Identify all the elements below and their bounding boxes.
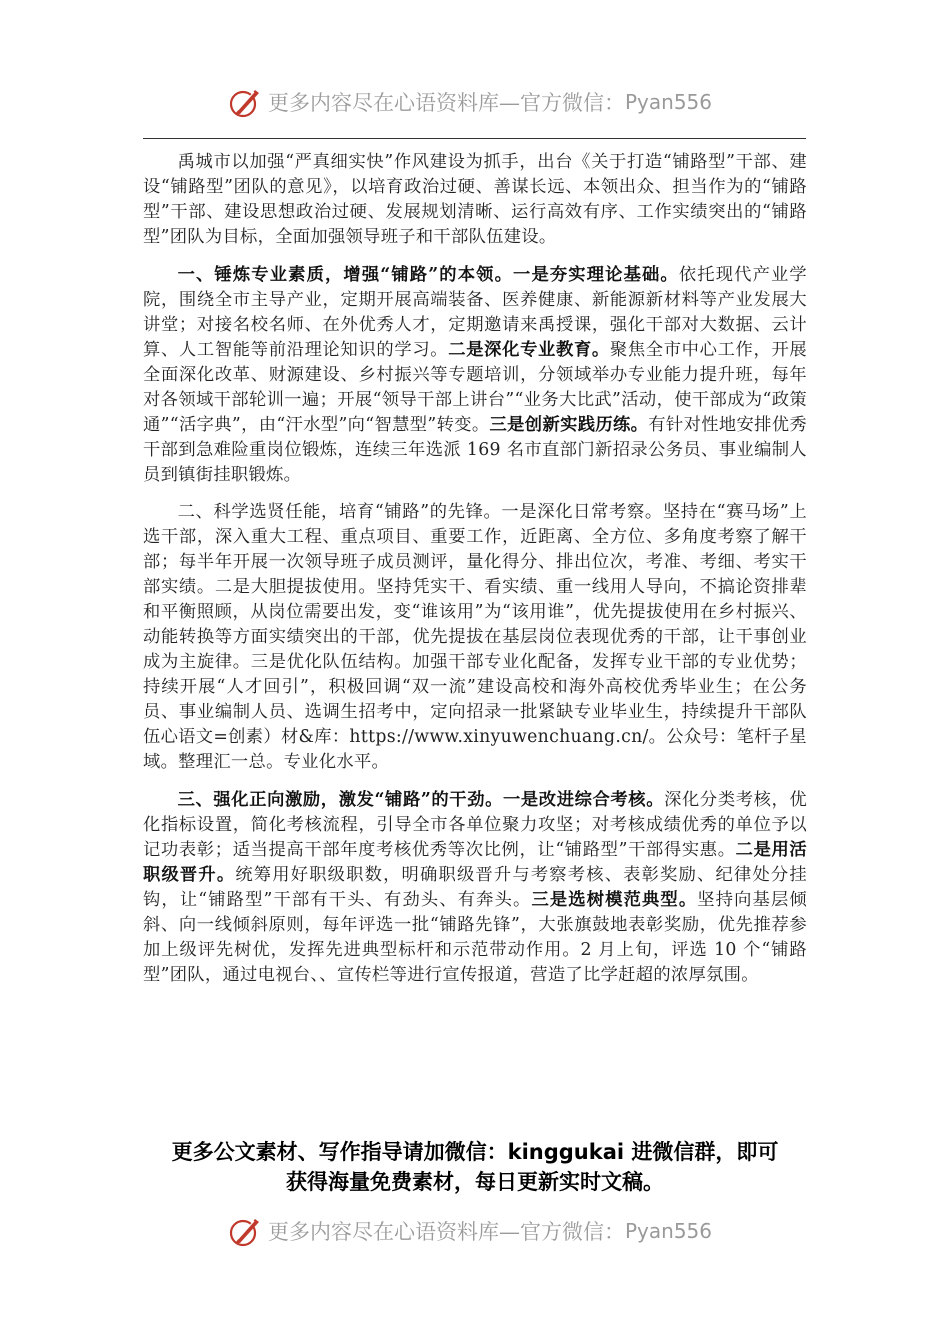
paragraph [143, 263, 807, 488]
paragraph [143, 788, 807, 988]
paragraph-text: 统筹用好职级职数，明确职级晋升与考察考核、表彰奖励、纪律处分挂钩，让“铺路型”干部有干头、有劲头、有奔头。 [143, 864, 807, 910]
paragraph-text: 深化分类考核，优化指标设置，简化考核流程，引导全市各单位聚力攻坚；对考核成绩优秀的单位予以记功表彰；适当提高干部年度考核优秀等次比例，让“铺路型”干部得实惠。 [143, 789, 808, 860]
paragraph-text: 禹城市以加强“严真细实快”作风建设为抓手，出台《关于打造“铺路型”干部、建设“铺路型”团队的意见》，以培育政治过硬、善谋长远、本领出众、担当作为的“铺路型”干部、建设思想政治过硬、发展规划清晰、运行高效有序、工作实绩突出的“铺路型”团队为目标，全面加强领导班子和干部队伍建设。 [143, 152, 807, 247]
promo-line-1: 更多公文素材、写作指导请加微信：kinggukai 进微信群，即可 [171, 1140, 779, 1164]
bold-heading-text: 三、强化正向激励，激发“铺路”的干劲。一是改进综合考核。 [177, 789, 665, 810]
paragraph [143, 500, 807, 775]
bold-heading-text: 三是创新实践历练。 [489, 414, 649, 435]
promo-line-2: 获得海量免费素材，每日更新实时文稿。 [286, 1170, 664, 1194]
footer-banner [228, 1211, 728, 1251]
bold-heading-text: 三是选树模范典型。 [531, 889, 698, 910]
bold-heading-text: 二是深化专业教育。 [448, 339, 610, 360]
bold-heading-text: 一、锤炼专业素质，增强“铺路”的本领。一是夯实理论基础。 [177, 264, 679, 285]
article-body [143, 150, 807, 1000]
header-wechat-id: Pyan556 [625, 90, 713, 114]
footer-banner-text: 更多内容尽在心语资料库—官方微信： [268, 1220, 625, 1244]
paragraph-text: 聚焦全市中心工作，开展全面深化改革、财源建设、乡村振兴等专题培训，分领域举办专业能力提升班，每年对各领域干部轮训一遍；开展“领导干部上讲台”“业务大比武”活动，使干部成为“政策通”“活字典”，由“汗水型”向“智慧型”转变。 [143, 339, 807, 435]
footer-wechat-id: Pyan556 [625, 1219, 713, 1243]
quill-logo-icon [228, 1213, 264, 1249]
paragraph-text: 坚持向基层倾斜、向一线倾斜原则，每年评选一批“铺路先锋”，大张旗鼓地表彰奖励，优先推荐参加上级评先树优，发挥先进典型标杆和示范带动作用。2 月上旬，评选 10 个“铺路型”团队，通过电视台、、宣传栏等进行宣传报道，营造了比学赶超的浓厚氛围。 [143, 889, 807, 985]
promo-block [120, 1137, 830, 1197]
paragraph-text: 依托现代产业学院，围绕全市主导产业，定期开展高端装备、医养健康、新能源新材料等产业发展大讲堂；对接名校名师、在外优秀人才，定期邀请来禹授课，强化干部对大数据、云计算、人工智能等前沿理论知识的学习。 [143, 264, 807, 360]
paragraph [143, 150, 807, 250]
bold-heading-text: 二是用活职级晋升。 [143, 839, 808, 885]
header-divider [143, 138, 806, 139]
header-banner-text: 更多内容尽在心语资料库—官方微信： [268, 91, 625, 115]
paragraph-text: 有针对性地安排优秀干部到急难险重岗位锻炼，连续三年选派 169 名市直部门新招录公务员、事业编制人员到镇街挂职锻炼。 [143, 414, 807, 485]
paragraph-text: 二、科学选贤任能，培育“铺路”的先锋。一是深化日常考察。坚持在“赛马场”上选干部，深入重大工程、重点项目、重要工作，近距离、全方位、多角度考察了解干部；每半年开展一次领导班子成员测评，量化得分、排出位次，考准、考细、考实干部实绩。二是大胆提拔使用。坚持凭实干、看实绩、重一线用人导向，不搞论资排辈和平衡照顾，从岗位需要出发，变“谁该用”为“该用谁”，优先提拔使用在乡村振兴、动能转换等方面实绩突出的干部，优先提拔在基层岗位表现优秀的干部，让干事创业成为主旋律。三是优化队伍结构。加强干部专业化配备，发挥专业干部的专业优势；持续开展“人才回引”，积极回调“双一流”建设高校和海外高校优秀毕业生；在公务员、事业编制人员、选调生招考中，定向招录一批紧缺专业毕业生，持续提升干部队伍心语文=创素）材&库：https://www.xinyuwenchuang.cn/。公众号：笔杆子星域。整理汇一总。专业化水平。 [143, 502, 807, 772]
header-banner [228, 82, 728, 122]
quill-logo-icon [228, 84, 264, 120]
